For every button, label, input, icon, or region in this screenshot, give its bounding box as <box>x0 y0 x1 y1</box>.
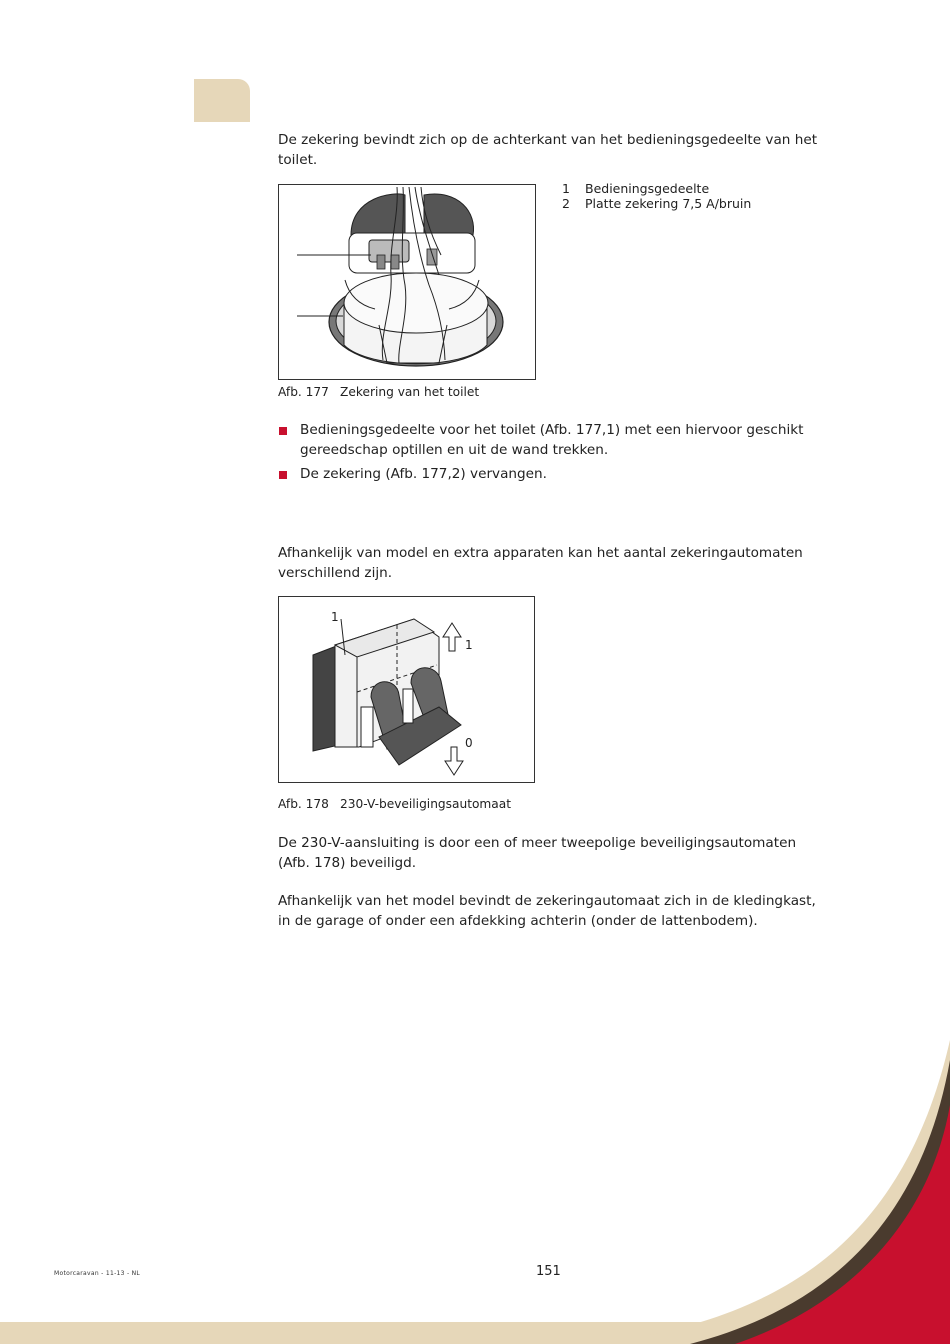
toilet-fuse-illustration <box>279 185 535 379</box>
model-paragraph: Afhankelijk van model en extra apparaten kan het aantal zekeringautomaten verschillend zijn. <box>278 545 803 581</box>
list-item-text: De zekering (Afb. 177,2) vervangen. <box>300 466 547 482</box>
page-number: 151 <box>536 1264 561 1279</box>
figure-177-caption <box>278 384 479 400</box>
section-tab <box>194 79 250 122</box>
list-item <box>278 465 823 485</box>
figure-circuit-breaker <box>278 596 535 783</box>
list-item <box>278 421 823 460</box>
legend-number: 1 <box>562 181 570 196</box>
on-position-label: 1 <box>465 638 473 652</box>
legend-item <box>562 196 751 211</box>
instruction-list <box>278 421 823 490</box>
off-position-label: 0 <box>465 736 473 750</box>
caption-number: Afb. 177 <box>278 385 329 399</box>
bullet-square-icon <box>279 427 287 435</box>
location-paragraph: Afhankelijk van het model bevindt de zekeringautomaat zich in de kledingkast, in de garage of onder een afdekking achterin (onder de lattenbodem). <box>278 893 816 929</box>
legend-label: Bedieningsgedeelte <box>585 181 710 196</box>
list-item-text: Bedieningsgedeelte voor het toilet (Afb. 177,1) met een hiervoor geschikt gereedschap optillen en uit de wand trekken. <box>300 422 804 458</box>
caption-text: 230-V-beveiligingsautomaat <box>340 797 512 811</box>
footer-document-id: Motorcaravan - 11-13 - NL <box>54 1270 141 1277</box>
connection-paragraph: De 230-V-aansluiting is door een of meer tweepolige beveiligingsautomaten (Afb. 178) beveiligd. <box>278 835 797 871</box>
figure-toilet-fuse <box>278 184 536 380</box>
intro-paragraph: De zekering bevindt zich op de achterkant van het bedieningsgedeelte van het toilet. <box>278 132 818 168</box>
device-label: 1 <box>331 610 339 624</box>
circuit-breaker-illustration <box>279 597 534 782</box>
legend-item <box>562 181 751 196</box>
caption-text: Zekering van het toilet <box>340 385 480 399</box>
caption-number: Afb. 178 <box>278 797 329 811</box>
figure-178-caption <box>278 796 511 812</box>
bullet-square-icon <box>279 471 287 479</box>
legend-label: Platte zekering 7,5 A/bruin <box>585 196 752 211</box>
legend-number: 2 <box>562 196 570 211</box>
figure-177-legend <box>562 181 751 211</box>
